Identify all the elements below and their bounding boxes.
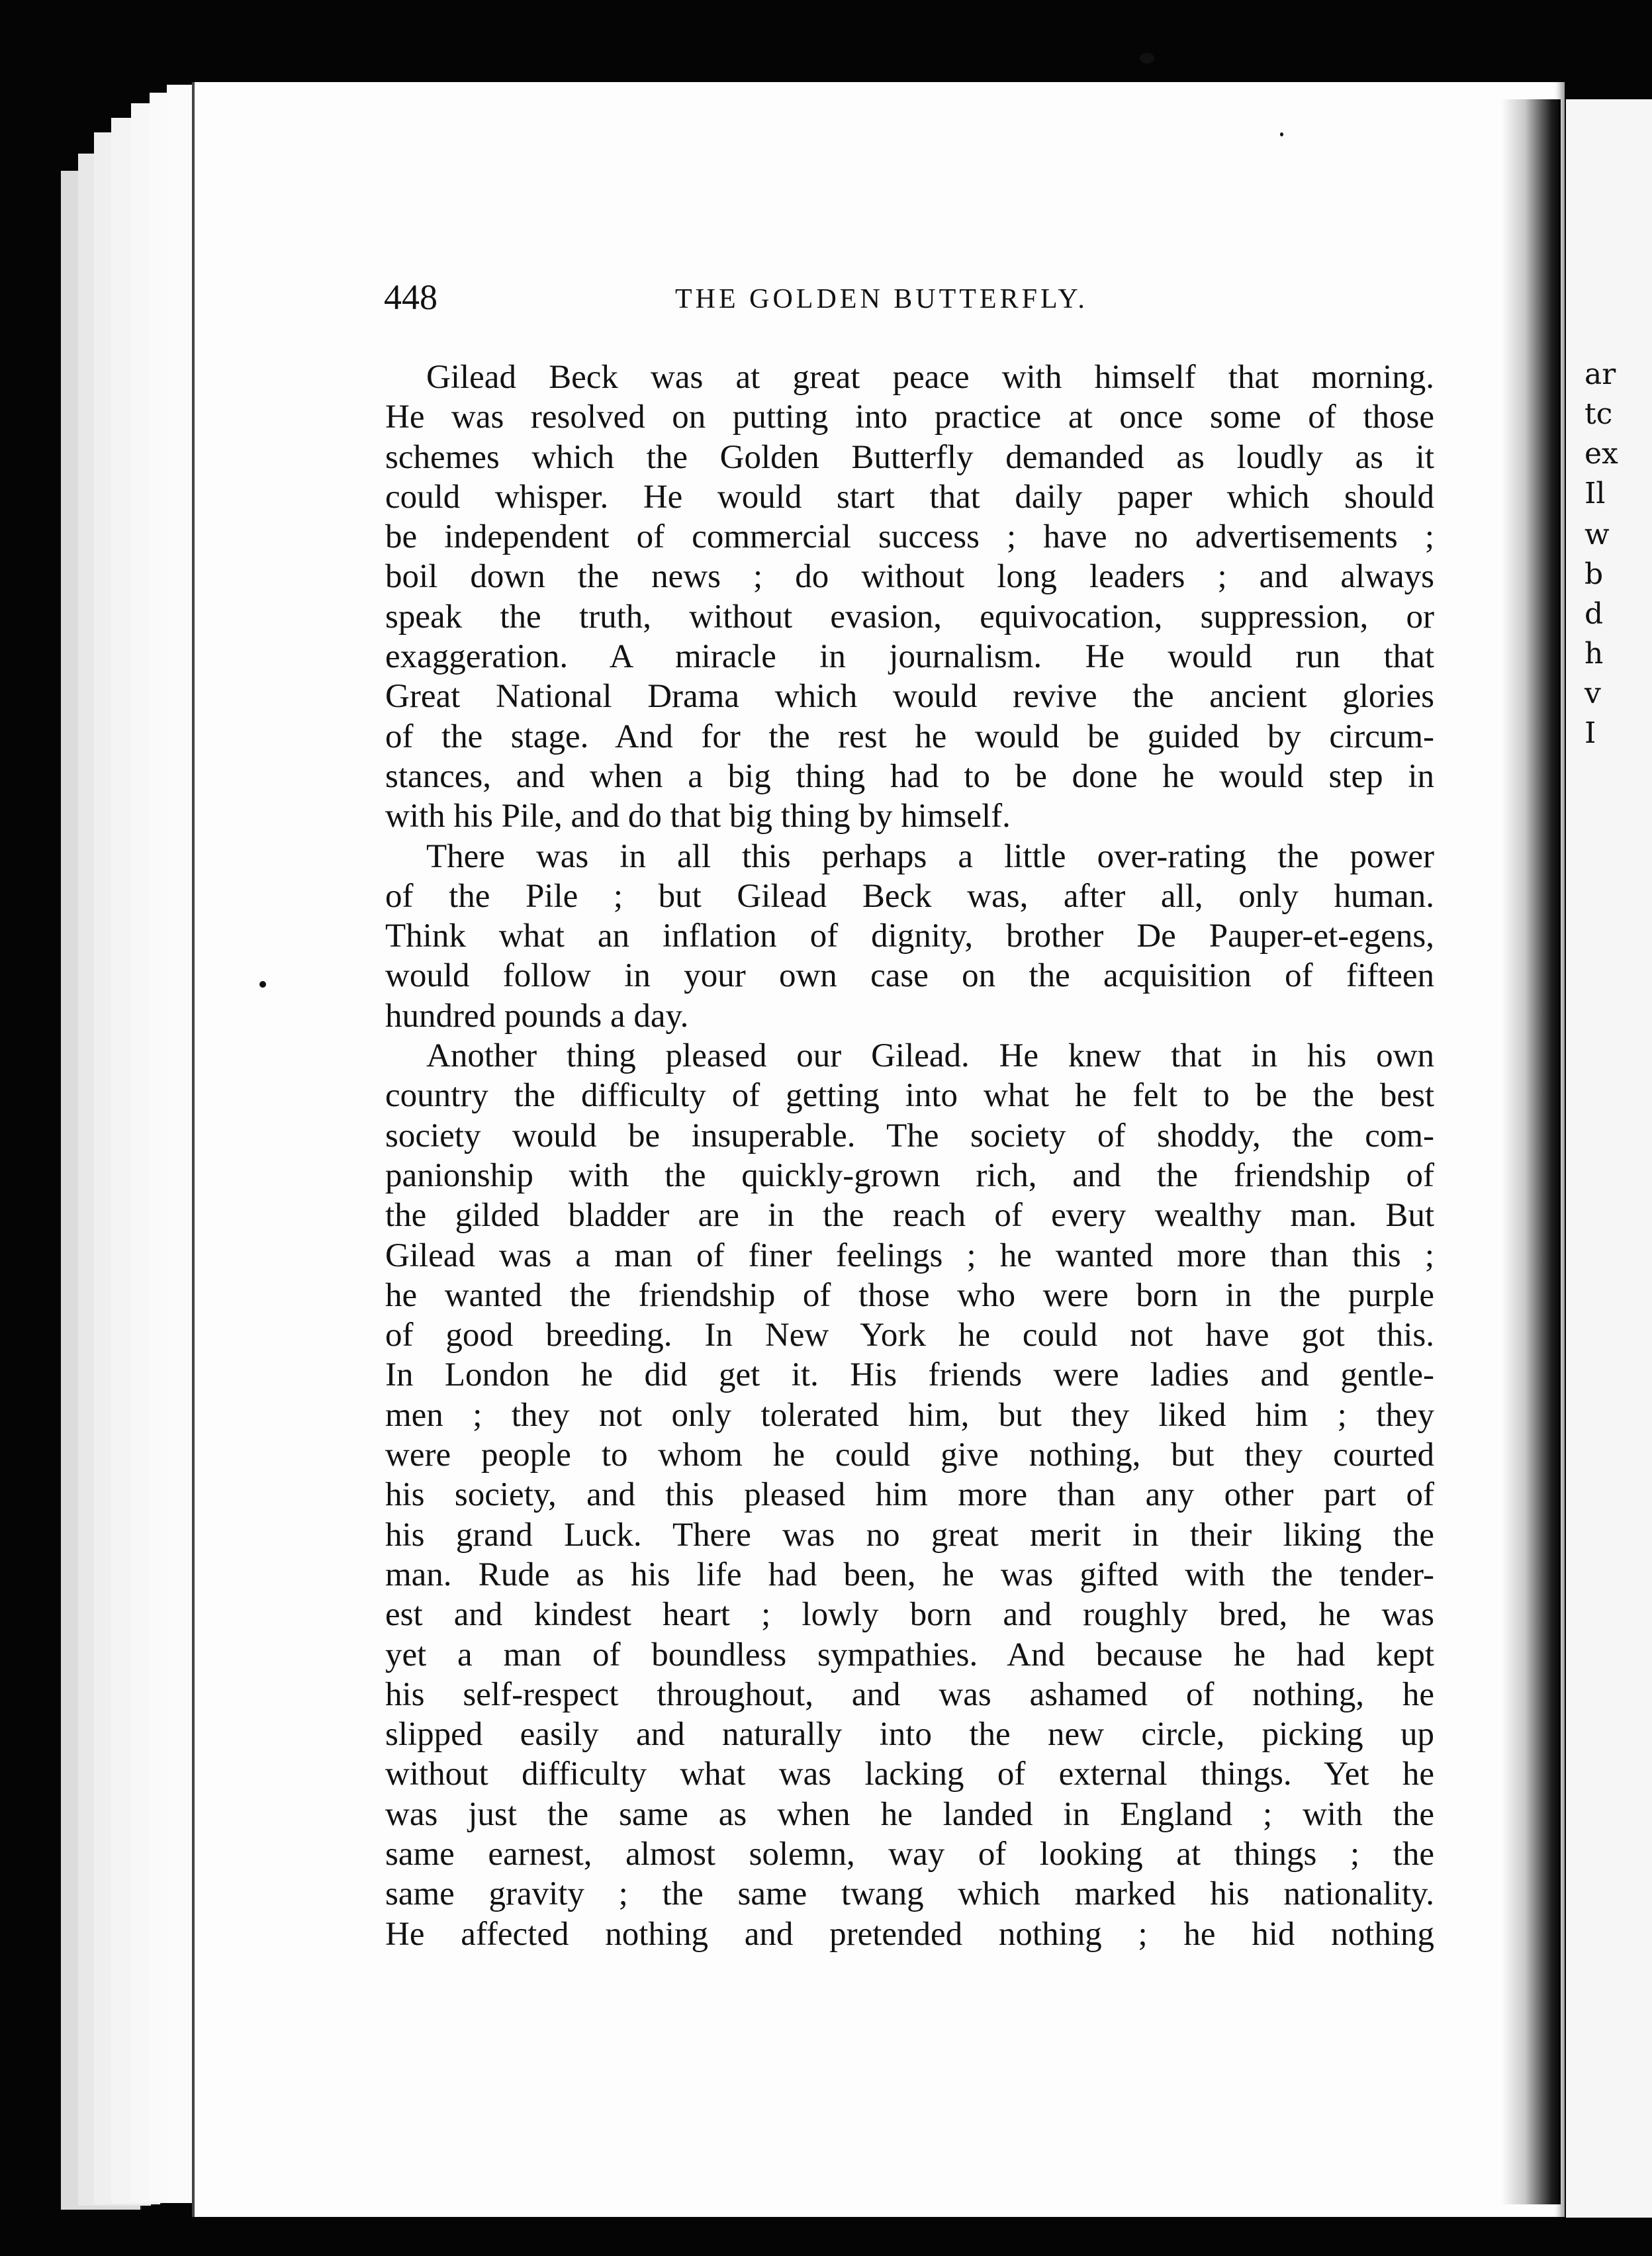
scan-speck [1140, 53, 1154, 64]
right-page-text: h [1584, 637, 1604, 671]
text-line: would follow in your own case on the acquisition of fifteen [385, 957, 1434, 995]
text-line: Great National Drama which would revive the ancient glories [385, 678, 1434, 716]
text-line: Gilead was a man of finer feelings ; he wanted more than this ; [385, 1237, 1434, 1274]
text-line: same gravity ; the same twang which marked his nationality. [385, 1875, 1434, 1913]
right-page-text: d [1584, 597, 1604, 631]
text-line: the gilded bladder are in the reach of every wealthy man. But [385, 1197, 1434, 1235]
text-line: men ; they not only tolerated him, but they liked him ; they [385, 1396, 1434, 1434]
text-line: man. Rude as his life had been, he was gifted with the tender- [385, 1556, 1434, 1593]
text-line: same earnest, almost solemn, way of looking at things ; the [385, 1835, 1434, 1873]
text-line: He was resolved on putting into practice at once some of those [385, 399, 1434, 436]
text-line: without difficulty what was lacking of external things. Yet he [385, 1756, 1434, 1793]
text-line: could whisper. He would start that daily paper which should [385, 478, 1434, 516]
text-line: schemes which the Golden Butterfly demanded as loudly as it [385, 438, 1434, 476]
text-line: He affected nothing and pretended nothing ; he hid nothing [385, 1915, 1434, 1953]
text-line: There was in all this perhaps a little over-rating the power [426, 837, 1434, 875]
right-page-text: I [1584, 716, 1596, 750]
text-line: his self-respect throughout, and was ashamed of nothing, he [385, 1675, 1434, 1713]
text-line: exaggeration. A miracle in journalism. He would run that [385, 638, 1434, 676]
text-line: his society, and this pleased him more than any other part of [385, 1476, 1434, 1514]
text-line: stances, and when a big thing had to be done he would step in [385, 757, 1434, 795]
text-line: society would be insuperable. The society of shoddy, the com- [385, 1117, 1434, 1154]
scan-speck [1280, 132, 1283, 136]
text-line: of the stage. And for the rest he would be guided by circum- [385, 718, 1434, 755]
text-line: slipped easily and naturally into the new circle, picking up [385, 1716, 1434, 1754]
text-line: speak the truth, without evasion, equivocation, suppression, or [385, 598, 1434, 635]
right-page-text: ar [1584, 357, 1616, 391]
text-line: with his Pile, and do that big thing by himself. [385, 798, 1011, 835]
right-page-text: b [1584, 557, 1604, 591]
page-number: 448 [384, 277, 437, 317]
text-line: Gilead Beck was at great peace with himself that morning. [426, 359, 1434, 396]
right-page-text: tc [1584, 397, 1613, 431]
text-line: panionship with the quickly-grown rich, and the friendship of [385, 1156, 1434, 1194]
text-line: In London he did get it. His friends were ladies and gentle- [385, 1356, 1434, 1394]
text-line: was just the same as when he landed in England ; with the [385, 1795, 1434, 1833]
text-line: Think what an inflation of dignity, brother De Pauper-et-egens, [385, 917, 1434, 955]
text-line: of good breeding. In New York he could not have got this. [385, 1317, 1434, 1354]
text-line: were people to whom he could give nothing, but they courted [385, 1436, 1434, 1474]
book-gutter [1501, 99, 1561, 2204]
page-header [384, 277, 1436, 323]
text-line: country the difficulty of getting into what he felt to be the best [385, 1077, 1434, 1115]
text-line: of the Pile ; but Gilead Beck was, after all, only human. [385, 877, 1434, 915]
text-line: be independent of commercial success ; have no advertisements ; [385, 518, 1434, 556]
running-title: THE GOLDEN BUTTERFLY. [675, 284, 1088, 314]
text-line: yet a man of boundless sympathies. And because he had kept [385, 1636, 1434, 1673]
right-page-text: v [1584, 677, 1601, 710]
text-line: hundred pounds a day. [385, 997, 689, 1035]
text-line: his grand Luck. There was no great merit in their liking the [385, 1516, 1434, 1554]
right-page-text: Il [1584, 477, 1606, 510]
text-line: Another thing pleased our Gilead. He knew that in his own [426, 1037, 1434, 1075]
right-page-text: w [1584, 518, 1610, 551]
body-text [385, 357, 1434, 1954]
right-page-fragment [1566, 99, 1652, 2218]
right-page-text: ex [1584, 437, 1618, 471]
text-line: he wanted the friendship of those who were born in the purple [385, 1276, 1434, 1314]
text-line: boil down the news ; do without long leaders ; and always [385, 558, 1434, 596]
scan-speck [259, 981, 266, 988]
text-line: est and kindest heart ; lowly born and roughly bred, he was [385, 1596, 1434, 1634]
